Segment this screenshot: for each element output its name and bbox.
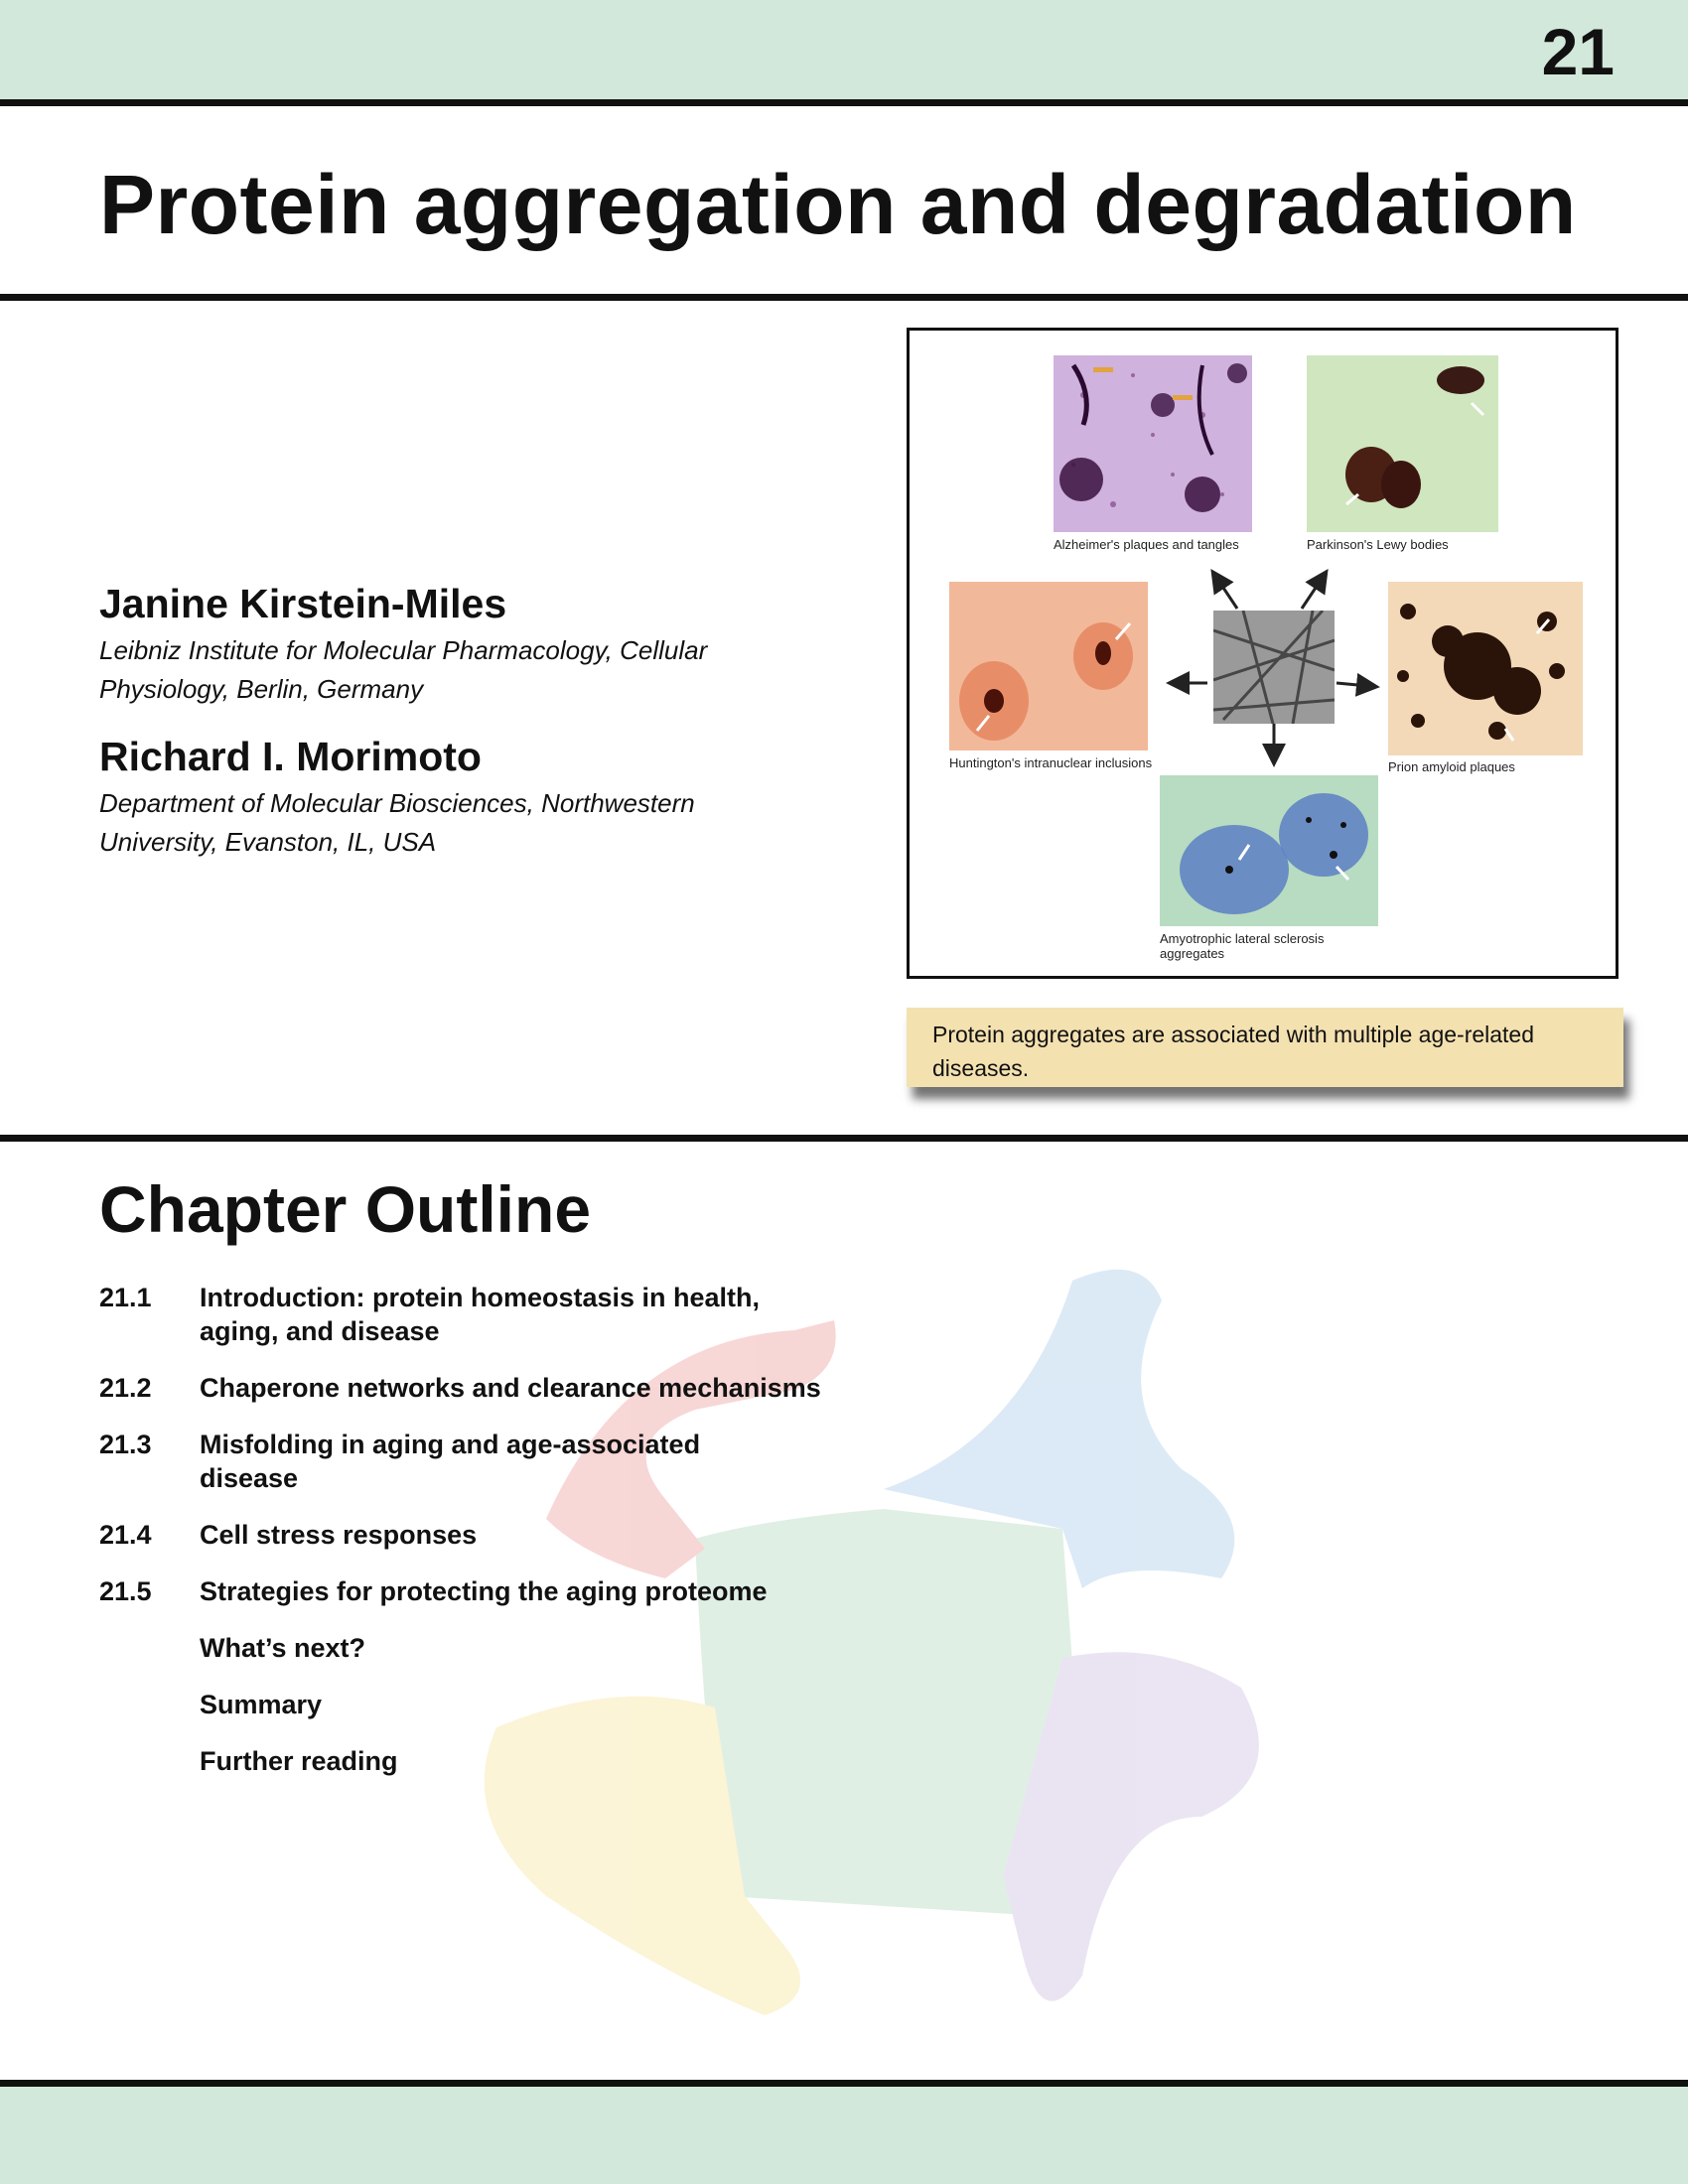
chapter-number: 21 (1541, 15, 1615, 88)
outline-item[interactable] (99, 1744, 914, 1778)
title-rule (0, 294, 1688, 301)
bottom-rule (0, 2080, 1688, 2087)
chapter-outline-list (99, 1281, 914, 1801)
huntingtons-micrograph (949, 582, 1148, 751)
outline-item-number: 21.3 (99, 1430, 152, 1459)
author-affiliation: Department of Molecular Biosciences, Northwestern University, Evanston, IL, USA (99, 788, 695, 857)
outline-item-text: Introduction: protein homeostasis in health, aging, and disease (200, 1283, 761, 1346)
outline-item-number: 21.5 (99, 1576, 152, 1606)
prion-micrograph-image (1388, 582, 1583, 755)
chapter-outline-title: Chapter Outline (99, 1172, 592, 1246)
outline-item-number: 21.2 (99, 1373, 152, 1403)
outline-item-text: Further reading (200, 1746, 398, 1776)
disease-aggregates-figure (907, 328, 1618, 979)
amyloid-fibril-image (1213, 611, 1335, 724)
top-band (0, 0, 1688, 99)
als-micrograph (1160, 775, 1378, 926)
outline-item-text: Misfolding in aging and age-associated disease (200, 1430, 701, 1493)
outline-item-text: Strategies for protecting the aging proteome (200, 1576, 768, 1606)
outline-item-text: Chaperone networks and clearance mechanisms (200, 1373, 821, 1403)
parkinsons-label: Parkinson's Lewy bodies (1307, 537, 1449, 552)
author-name: Janine Kirstein-Miles (99, 581, 507, 626)
huntingtons-micrograph-image (949, 582, 1148, 751)
author-1 (99, 580, 774, 709)
page-title: Protein aggregation and degradation (99, 158, 1577, 251)
outline-item-number: 21.4 (99, 1520, 152, 1550)
outline-item[interactable] (99, 1688, 914, 1721)
outline-item-text: Cell stress responses (200, 1520, 478, 1550)
prion-label: Prion amyloid plaques (1388, 759, 1515, 774)
outline-item[interactable] (99, 1631, 914, 1665)
bottom-band (0, 2087, 1688, 2184)
alzheimers-label: Alzheimer's plaques and tangles (1054, 537, 1239, 552)
outline-item[interactable] (99, 1281, 914, 1348)
outline-item[interactable] (99, 1518, 914, 1552)
figure-caption: Protein aggregates are associated with multiple age-related diseases. (907, 1008, 1623, 1087)
huntingtons-label: Huntington's intranuclear inclusions (949, 755, 1153, 770)
outline-item-text: Summary (200, 1690, 323, 1719)
outline-item[interactable] (99, 1428, 914, 1495)
author-name: Richard I. Morimoto (99, 734, 482, 779)
outline-item-number: 21.1 (99, 1283, 152, 1312)
outline-item-text: What’s next? (200, 1633, 366, 1663)
prion-micrograph (1388, 582, 1583, 755)
top-rule (0, 99, 1688, 106)
als-micrograph-image (1160, 775, 1378, 926)
outline-rule (0, 1135, 1688, 1142)
author-2 (99, 733, 774, 862)
outline-item[interactable] (99, 1574, 914, 1608)
als-label: Amyotrophic lateral sclerosis aggregates (1160, 931, 1325, 961)
author-affiliation: Leibniz Institute for Molecular Pharmacology, Cellular Physiology, Berlin, Germany (99, 635, 708, 704)
outline-item[interactable] (99, 1371, 914, 1405)
amyloid-fibril-micrograph (1213, 611, 1335, 724)
